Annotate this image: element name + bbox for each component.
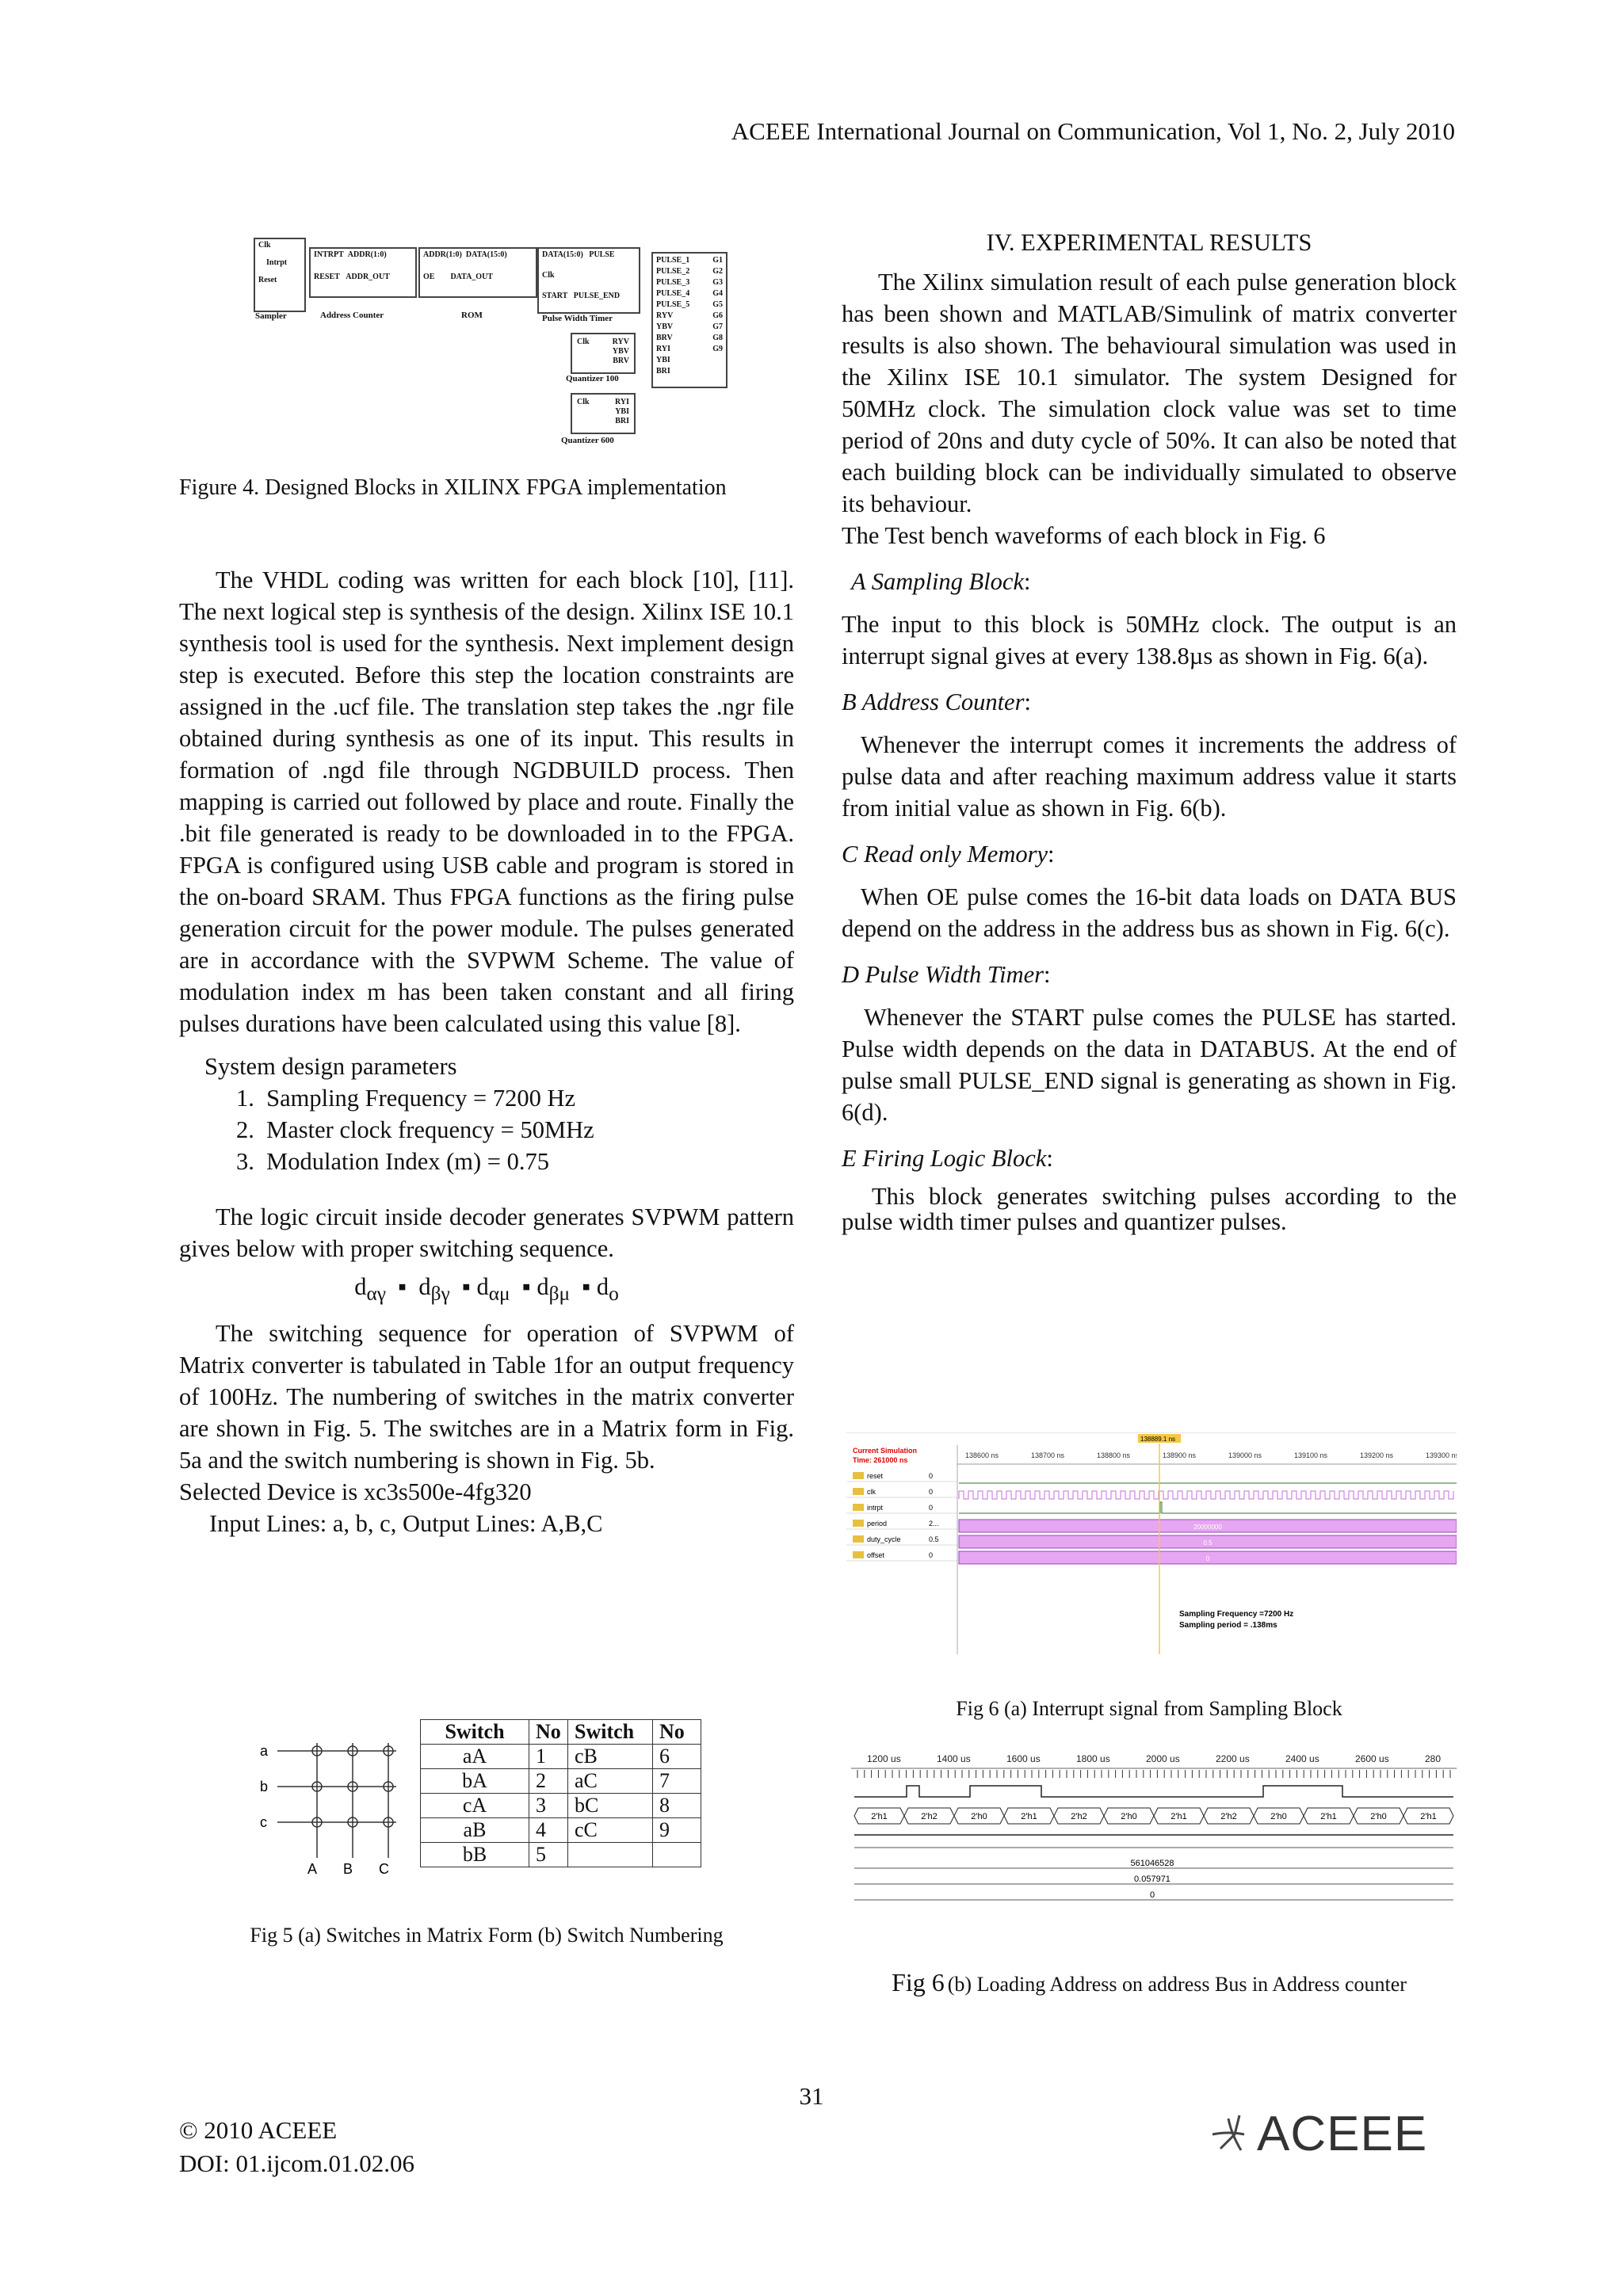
bus-value: 2'h0 — [1370, 1812, 1387, 1821]
bus-value: 2'h0 — [1121, 1812, 1137, 1821]
col-label-A: A — [307, 1861, 318, 1877]
paragraph-synthesis: The VHDL coding was written for each block [10], [11]. The next logical step is synthesis of the design. Xilinx ISE 10.1 synthesis tool is used for the synthesis. Next implement design step is executed. Before this step the location constraints are assigned in the .ucf file. The translation step takes the .ngr file obtained during synthesis as one of its input. This results in formation of .ngd file through NGDBUILD process. Then mapping is carried out followed by place and route. Finally the .bit file generated is ready to be downloaded in to the FPGA. FPGA is configured using USB cable and program is stored in the on-board SRAM. Thus FPGA functions as the firing pulse generation circuit for the power module. The pulses generated are in accordance with the SVPWM Scheme. The value of modulation index m has been taken constant and all firing pulses durations have been calculated using this value [8]. — [179, 566, 794, 1037]
svg-text:0: 0 — [1205, 1555, 1210, 1562]
signal-name: clk — [867, 1488, 876, 1496]
address-counter-block: INTRPT ADDR(1:0) RESET ADDR_OUT — [309, 247, 417, 298]
table-cell: bC — [568, 1794, 653, 1818]
figure-6b-waveform — [851, 1749, 1457, 1924]
time-tick: 138700 ns — [1031, 1451, 1065, 1459]
bus-value: 2'h1 — [1021, 1812, 1037, 1821]
logo-text: ACEEE — [1257, 2107, 1428, 2161]
output-port-left: PULSE_2 — [656, 267, 690, 276]
table-cell: cC — [568, 1818, 653, 1843]
time-tick: 2400 us — [1285, 1753, 1319, 1764]
table-cell: 7 — [653, 1769, 701, 1794]
table-cell: cA — [421, 1794, 529, 1818]
subsection-d: D Pulse Width Timer: — [842, 961, 1051, 988]
signal-icon — [853, 1472, 864, 1479]
output-port-right: G3 — [712, 278, 723, 287]
svg-text:Sampling period = .138ms: Sampling period = .138ms — [1179, 1621, 1277, 1630]
section-title: IV. EXPERIMENTAL RESULTS — [986, 229, 1312, 256]
time-tick: 139300 ns — [1426, 1451, 1457, 1459]
subsection-c: C Read only Memory: — [842, 841, 1055, 868]
output-port-right: G5 — [712, 300, 723, 309]
signal-icon — [853, 1520, 864, 1527]
output-port-left: RYV — [656, 311, 674, 320]
output-port-right: G6 — [712, 311, 723, 320]
quantizer-100-block: Clk RYV YBV BRV — [571, 333, 636, 374]
row-label-b: b — [260, 1779, 269, 1794]
io-lines: Input Lines: a, b, c, Output Lines: A,B,C — [209, 1510, 603, 1538]
subsection-e-text: This block generates switching pulses according to the pulse width timer pulses and quantizer pulses. — [842, 1183, 1457, 1235]
table-cell: aA — [421, 1745, 529, 1769]
paragraph-testbench: The Test bench waveforms of each block in Fig. 6 — [842, 522, 1326, 549]
th-no-2: No — [653, 1720, 701, 1745]
param-3: 3. Modulation Index (m) = 0.75 — [236, 1148, 550, 1175]
time-tick: 139100 ns — [1294, 1451, 1328, 1459]
time-tick: 2000 us — [1146, 1753, 1180, 1764]
output-port-right: G2 — [712, 267, 723, 276]
output-port-left: BRV — [656, 334, 673, 342]
time-tick: 139200 ns — [1360, 1451, 1394, 1459]
right-column — [842, 227, 1457, 1234]
figure-6b-caption: Fig 6 (b) Loading Address on address Bus in Address counter — [892, 1968, 1407, 1997]
svg-text:Sampling Frequency =7200 Hz: Sampling Frequency =7200 Hz — [1179, 1610, 1294, 1619]
table-cell: bA — [421, 1769, 529, 1794]
subsection-a-text: The input to this block is 50MHz clock. The output is an interrupt signal gives at every 138.8µs as shown in Fig. 6(a). — [842, 611, 1457, 669]
table-row — [421, 1818, 701, 1843]
row-label-a: a — [260, 1743, 269, 1759]
signal-value: 0 — [929, 1504, 934, 1512]
time-tick: 1600 us — [1006, 1753, 1041, 1764]
rom-label: ROM — [461, 311, 483, 320]
svg-text:Current Simulation: Current Simulation — [853, 1447, 918, 1455]
svg-text:0: 0 — [1149, 1890, 1155, 1900]
table-cell — [568, 1843, 653, 1867]
table-cell: bB — [421, 1843, 529, 1867]
table-cell — [653, 1843, 701, 1867]
bus-value: 2'h1 — [1420, 1812, 1437, 1821]
doi: DOI: 01.ijcom.01.02.06 — [179, 2149, 415, 2177]
cursor-marker-label: 138889.1 ns — [1140, 1436, 1176, 1443]
svg-text:20000000: 20000000 — [1193, 1524, 1222, 1531]
param-2: 2. Master clock frequency = 50MHz — [236, 1116, 594, 1143]
subsection-b: B Address Counter: — [842, 688, 1031, 715]
quantizer-100-label: Quantizer 100 — [566, 374, 619, 383]
signal-value: 0.5 — [929, 1535, 939, 1543]
switch-matrix-diagram — [254, 1711, 412, 1878]
figure-4 — [254, 238, 745, 452]
copyright: © 2010 ACEEE — [179, 2116, 338, 2144]
output-port-left: PULSE_5 — [656, 300, 690, 309]
figure-5-caption: Fig 5 (a) Switches in Matrix Form (b) Switch Numbering — [250, 1924, 724, 1947]
th-switch-2: Switch — [568, 1720, 653, 1745]
table-cell: 2 — [529, 1769, 568, 1794]
th-switch-1: Switch — [421, 1720, 529, 1745]
output-port-right: G4 — [712, 289, 723, 298]
bus-value: 2'h1 — [1170, 1812, 1187, 1821]
figure-5a-matrix — [254, 1711, 412, 1878]
params-title: System design parameters — [204, 1053, 457, 1080]
signal-value: 0 — [929, 1488, 934, 1496]
output-port-left: YBI — [656, 356, 670, 364]
table-row — [421, 1745, 701, 1769]
output-port-right: G1 — [712, 256, 723, 265]
table-row — [421, 1843, 701, 1867]
signal-name: duty_cycle — [867, 1535, 901, 1543]
bus-value: 2'h2 — [1220, 1812, 1237, 1821]
output-port-left: RYI — [656, 345, 670, 353]
table-cell: 5 — [529, 1843, 568, 1867]
output-port-left: PULSE_3 — [656, 278, 690, 287]
table-cell: 3 — [529, 1794, 568, 1818]
table-cell: 6 — [653, 1745, 701, 1769]
table-row — [421, 1769, 701, 1794]
time-tick: 138900 ns — [1163, 1451, 1197, 1459]
figure-6a-waveform — [846, 1432, 1457, 1654]
output-port-right: G9 — [712, 345, 723, 353]
address-counter-label: Address Counter — [320, 311, 384, 320]
svg-text:561046528: 561046528 — [1130, 1859, 1174, 1868]
time-tick: 139000 ns — [1228, 1451, 1262, 1459]
output-port-left: BRI — [656, 367, 670, 376]
time-tick: 1200 us — [867, 1753, 901, 1764]
output-port-left: PULSE_1 — [656, 256, 690, 265]
signal-icon — [853, 1488, 864, 1495]
time-tick: 138600 ns — [965, 1451, 999, 1459]
col-label-C: C — [379, 1861, 389, 1877]
time-tick: 2200 us — [1216, 1753, 1250, 1764]
interrupt-waveform — [846, 1432, 1457, 1654]
svg-text:Time: 261000 ns: Time: 261000 ns — [853, 1456, 908, 1464]
row-label-c: c — [260, 1814, 267, 1830]
subsection-c-text: When OE pulse comes the 16-bit data loads on DATA BUS depend on the address in the address bus as shown in Fig. 6(c). — [842, 883, 1457, 942]
svg-text:0.057971: 0.057971 — [1134, 1875, 1170, 1884]
time-tick: 138800 ns — [1097, 1451, 1131, 1459]
signal-name: intrpt — [867, 1504, 884, 1512]
table-cell: cB — [568, 1745, 653, 1769]
sampler-label: Sampler — [255, 311, 287, 321]
table-cell: 4 — [529, 1818, 568, 1843]
svg-text:0.5: 0.5 — [1203, 1539, 1212, 1547]
subsection-b-text: Whenever the interrupt comes it increments the address of pulse data and after reaching maximum address value it starts from initial value as shown in Fig. 6(b). — [842, 731, 1457, 822]
table-cell: aB — [421, 1818, 529, 1843]
bus-value: 2'h0 — [1270, 1812, 1287, 1821]
selected-device: Selected Device is xc3s500e-4fg320 — [179, 1478, 532, 1506]
time-tick: 280 — [1425, 1753, 1442, 1764]
subsection-a: A Sampling Block: — [851, 568, 1031, 595]
time-tick: 1400 us — [937, 1753, 971, 1764]
paragraph-decoder: The logic circuit inside decoder generates SVPWM pattern gives below with proper switching sequence. — [179, 1203, 794, 1262]
output-port-left: YBV — [656, 322, 674, 331]
address-bus-waveform — [851, 1749, 1457, 1924]
firing-logic-block — [651, 252, 727, 388]
bus-value: 2'h1 — [1320, 1812, 1337, 1821]
switching-sequence: $d_{\alpha\gamma}$ ▪ $d_{\beta\gamma}$ ▪ $d_{\alpha\mu}$ ▪ $d_{\beta\mu}$ ▪ $d_o$ — [354, 1273, 619, 1306]
figure-4-caption: Figure 4. Designed Blocks in XILINX FPGA implementation — [179, 475, 727, 500]
sampler-block: Clk Intrpt Reset — [254, 238, 306, 312]
journal-header: ACEEE International Journal on Communication, Vol 1, No. 2, July 2010 — [731, 117, 1455, 145]
signal-icon — [853, 1535, 864, 1543]
output-port-right: G8 — [712, 334, 723, 342]
quantizer-600-label: Quantizer 600 — [561, 436, 614, 445]
time-tick: 2600 us — [1355, 1753, 1389, 1764]
footer-left — [179, 2114, 414, 2180]
table-cell: 1 — [529, 1745, 568, 1769]
bus-value: 2'h0 — [971, 1812, 987, 1821]
signal-name: period — [867, 1520, 888, 1527]
pulse-width-timer-block: DATA(15:0) PULSE Clk START PULSE_END — [537, 247, 640, 314]
signal-name: offset — [867, 1551, 884, 1559]
table-cell: 9 — [653, 1818, 701, 1843]
switch-numbering-table — [420, 1719, 701, 1867]
output-port-left: PULSE_4 — [656, 289, 690, 298]
subsection-e: E Firing Logic Block: — [842, 1145, 1053, 1172]
subsection-d-text: Whenever the START pulse comes the PULSE has started. Pulse width depends on the data in DATABUS. At the end of pulse small PULSE_END signal is generating as shown in Fig. 6(d). — [842, 1004, 1457, 1126]
time-tick: 1800 us — [1076, 1753, 1110, 1764]
table-cell: 8 — [653, 1794, 701, 1818]
th-no-1: No — [529, 1720, 568, 1745]
signal-icon — [853, 1551, 864, 1558]
quantizer-600-block: Clk RYI YBI BRI — [571, 393, 636, 434]
table-cell: aC — [568, 1769, 653, 1794]
bus-value: 2'h1 — [871, 1812, 888, 1821]
signal-value: 0 — [929, 1551, 934, 1559]
paragraph-results: The Xilinx simulation result of each pulse generation block has been shown and MATLAB/Simulink of matrix converter results is also shown. The behavioural simulation was used in the Xilinx ISE 10.1 simulator. The system Designed for 50MHz clock. The simulation clock value was set to time period of 20ns and duty cycle of 50%. It can also be noted that each building block can be individually simulated to observe its behaviour. — [842, 269, 1457, 517]
table-row — [421, 1794, 701, 1818]
left-column — [179, 564, 794, 1539]
aceee-logo — [1205, 2103, 1458, 2161]
signal-value: 2... — [929, 1520, 939, 1527]
col-label-B: B — [343, 1861, 353, 1877]
bus-value: 2'h2 — [921, 1812, 938, 1821]
figure-5b-table — [420, 1719, 701, 1867]
pulse-width-timer-label: Pulse Width Timer — [542, 314, 613, 323]
signal-icon — [853, 1504, 864, 1511]
param-1: 1. Sampling Frequency = 7200 Hz — [236, 1085, 576, 1112]
output-port-right: G7 — [712, 322, 723, 331]
page-number: 31 — [799, 2082, 824, 2110]
figure-6a-caption: Fig 6 (a) Interrupt signal from Sampling Block — [956, 1697, 1342, 1720]
signal-value: 0 — [929, 1472, 934, 1480]
signal-name: reset — [867, 1472, 884, 1480]
rom-block: ADDR(1:0) DATA(15:0) OE DATA_OUT — [418, 247, 537, 298]
bus-value: 2'h2 — [1071, 1812, 1087, 1821]
paragraph-switching: The switching sequence for operation of SVPWM of Matrix converter is tabulated in Table 1for an output frequency of 100Hz. The numbering of switches in the matrix converter are shown in Fig. 5. The switches are in a Matrix form in Fig. 5a and the switch numbering is shown in Fig. 5b. — [179, 1320, 794, 1474]
